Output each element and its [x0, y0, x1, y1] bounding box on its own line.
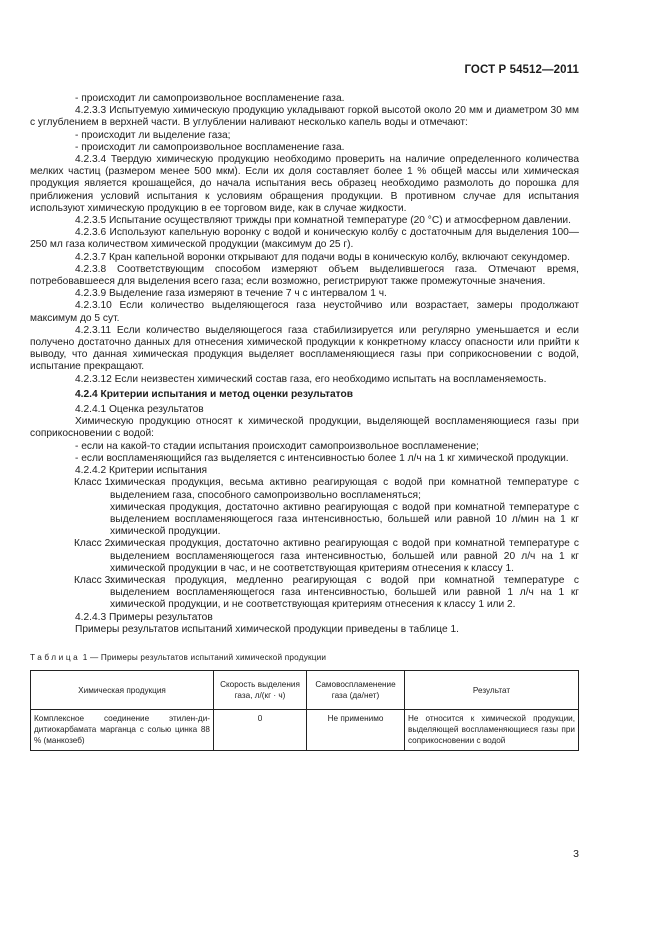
paragraph: Примеры результатов испытаний химической продукции приведены в таблице 1.	[75, 623, 459, 635]
table-cell-product: Комплексное соединение этилен-ди-дитиокарбамата марганца с солью цинка 88 % (манкозеб)	[31, 710, 214, 751]
paragraph: - происходит ли выделение газа;	[75, 129, 231, 141]
paragraph: 4.2.3.12 Если неизвестен химический состав газа, его необходимо испытать на воспламеняемость.	[75, 373, 547, 385]
results-table	[30, 670, 579, 751]
column-header-product: Химическая продукция	[31, 671, 214, 710]
paragraph: - если на какой-то стадии испытания происходит самопроизвольное воспламенение;	[75, 440, 479, 452]
table-cell-result: Не относится к химической продукции, выделяющей воспламеняющиеся газы при соприкосновении с водой	[405, 710, 579, 751]
column-header-gas-rate: Скорость выделения газа, л/(кг · ч)	[214, 671, 307, 710]
class-text: химическая продукция, весьма активно реагирующая с водой при комнатной температуре с выделением газа, способного самопроизвольно воспламеняться;	[110, 477, 579, 501]
paragraph: 4.2.3.10 Если количество выделяющегося газа неустойчиво или возрастает, замеры продолжают максимум до 5 сут.	[30, 300, 579, 324]
class-text: химическая продукция, достаточно активно реагирующая с водой при комнатной температуре с выделением воспламеняющегося газа интенсивностью, большей или равной 20 л/ч на 1 кг химической продукции в час, и не соответствующая критериям отнесения к классу 1.	[110, 538, 579, 574]
paragraph: 4.2.3.11 Если количество выделяющегося газа стабилизируется или регулярно уменьшается и если получено достаточно данных для отнесения химической продукции к конкретному классу опасности или прийти к выводу, что данная химическая продукция выделяет воспламеняющиеся газы при соприкосновении с водой, испытание прекращают.	[30, 324, 579, 373]
table-cell-self-ignition: Не применимо	[307, 710, 405, 751]
paragraph: 4.2.3.5 Испытание осуществляют трижды при комнатной температуре (20 °С) и атмосферном давлении.	[75, 215, 571, 227]
paragraph: - происходит ли самопроизвольное воспламенение газа.	[75, 141, 345, 153]
class-3-criteria	[30, 575, 579, 612]
paragraph: 4.2.4.2 Критерии испытания	[75, 465, 208, 477]
paragraph: Химическую продукцию относят к химической продукции, выделяющей воспламеняющиеся газы при соприкосновении с водой:	[30, 416, 579, 440]
paragraph: 4.2.3.7 Кран капельной воронки открывают для подачи воды в коническую колбу, включают секундомер.	[75, 251, 570, 263]
table-cell-gas-rate: 0	[214, 710, 307, 751]
class-description	[110, 575, 579, 612]
table-row	[31, 710, 579, 751]
class-description	[110, 477, 579, 538]
column-header-result: Результат	[405, 671, 579, 710]
document-body	[30, 93, 579, 751]
class-label: Класс 1:	[74, 477, 114, 489]
paragraph: 4.2.3.6 Используют капельную воронку с водой и коническую колбу с достаточным для выделения 100—250 мл газа количеством химической продукции (максимум до 25 г).	[30, 227, 579, 251]
paragraph: 4.2.4.1 Оценка результатов	[75, 404, 204, 416]
class-text: химическая продукция, медленно реагирующая с водой при комнатной температуре с выделением воспламеняющегося газа интенсивностью, большей или равной 1 л/ч на 1 кг химической продукции, и не соответствующая критериям отнесения к классу 1 или 2.	[110, 574, 579, 611]
paragraph: - происходит ли самопроизвольное воспламенение газа.	[75, 93, 345, 104]
paragraph: - если воспламеняющийся газ выделяется с интенсивностью более 1 л/ч на 1 кг химической продукции.	[75, 452, 569, 464]
paragraph: 4.2.3.9 Выделение газа измеряют в течение 7 ч с интервалом 1 ч.	[75, 288, 387, 300]
table-caption	[30, 652, 579, 664]
class-label: Класс 3:	[74, 574, 114, 586]
paragraph: 4.2.3.3 Испытуемую химическую продукцию укладывают горкой высотой около 20 мм и диаметром 30 мм с углублением в верхней части. В углублении наливают несколько капель воды и отмечают:	[30, 105, 579, 129]
class-label: Класс 2:	[74, 538, 114, 550]
class-text: химическая продукция, достаточно активно реагирующая с водой при комнатной температуре с выделением воспламеняющегося газа интенсивностью, большей или равной 10 л/мин на 1 кг химической продукции.	[110, 501, 579, 538]
document-number: ГОСТ Р 54512—2011	[464, 64, 579, 76]
table-caption-word: Таблица	[30, 652, 81, 662]
section-title: 4.2.4 Критерии испытания и метод оценки результатов	[75, 388, 354, 400]
paragraph: 4.2.3.4 Твердую химическую продукцию необходимо проверить на наличие определенного количества мелких частиц (размером менее 500 мкм). Если их доля составляет более 1 % общей массы или химическая продукция является крошащейся, до начала испытания весь образец необходимо размолоть до порошка для приближения условий испытания к условиям обращения продукции. В противном случае для испытания используют химическую продукцию в ее торговом виде, как в случае жидкости.	[30, 154, 579, 214]
class-description	[110, 538, 579, 575]
table-caption-text: 1 — Примеры результатов испытаний химической продукции	[80, 652, 327, 662]
table-header-row	[31, 671, 579, 710]
page-number: 3	[573, 848, 579, 860]
class-1-criteria	[30, 477, 579, 538]
column-header-self-ignition: Самовоспламенение газа (да/нет)	[307, 671, 405, 710]
paragraph: 4.2.4.3 Примеры результатов	[75, 611, 213, 623]
paragraph: 4.2.3.8 Соответствующим способом измеряют объем выделившегося газа. Отмечают время, потребовавшееся для выделения всего газа; если возможно, регистрируют также промежуточные значения.	[30, 263, 579, 288]
class-2-criteria	[30, 538, 579, 575]
